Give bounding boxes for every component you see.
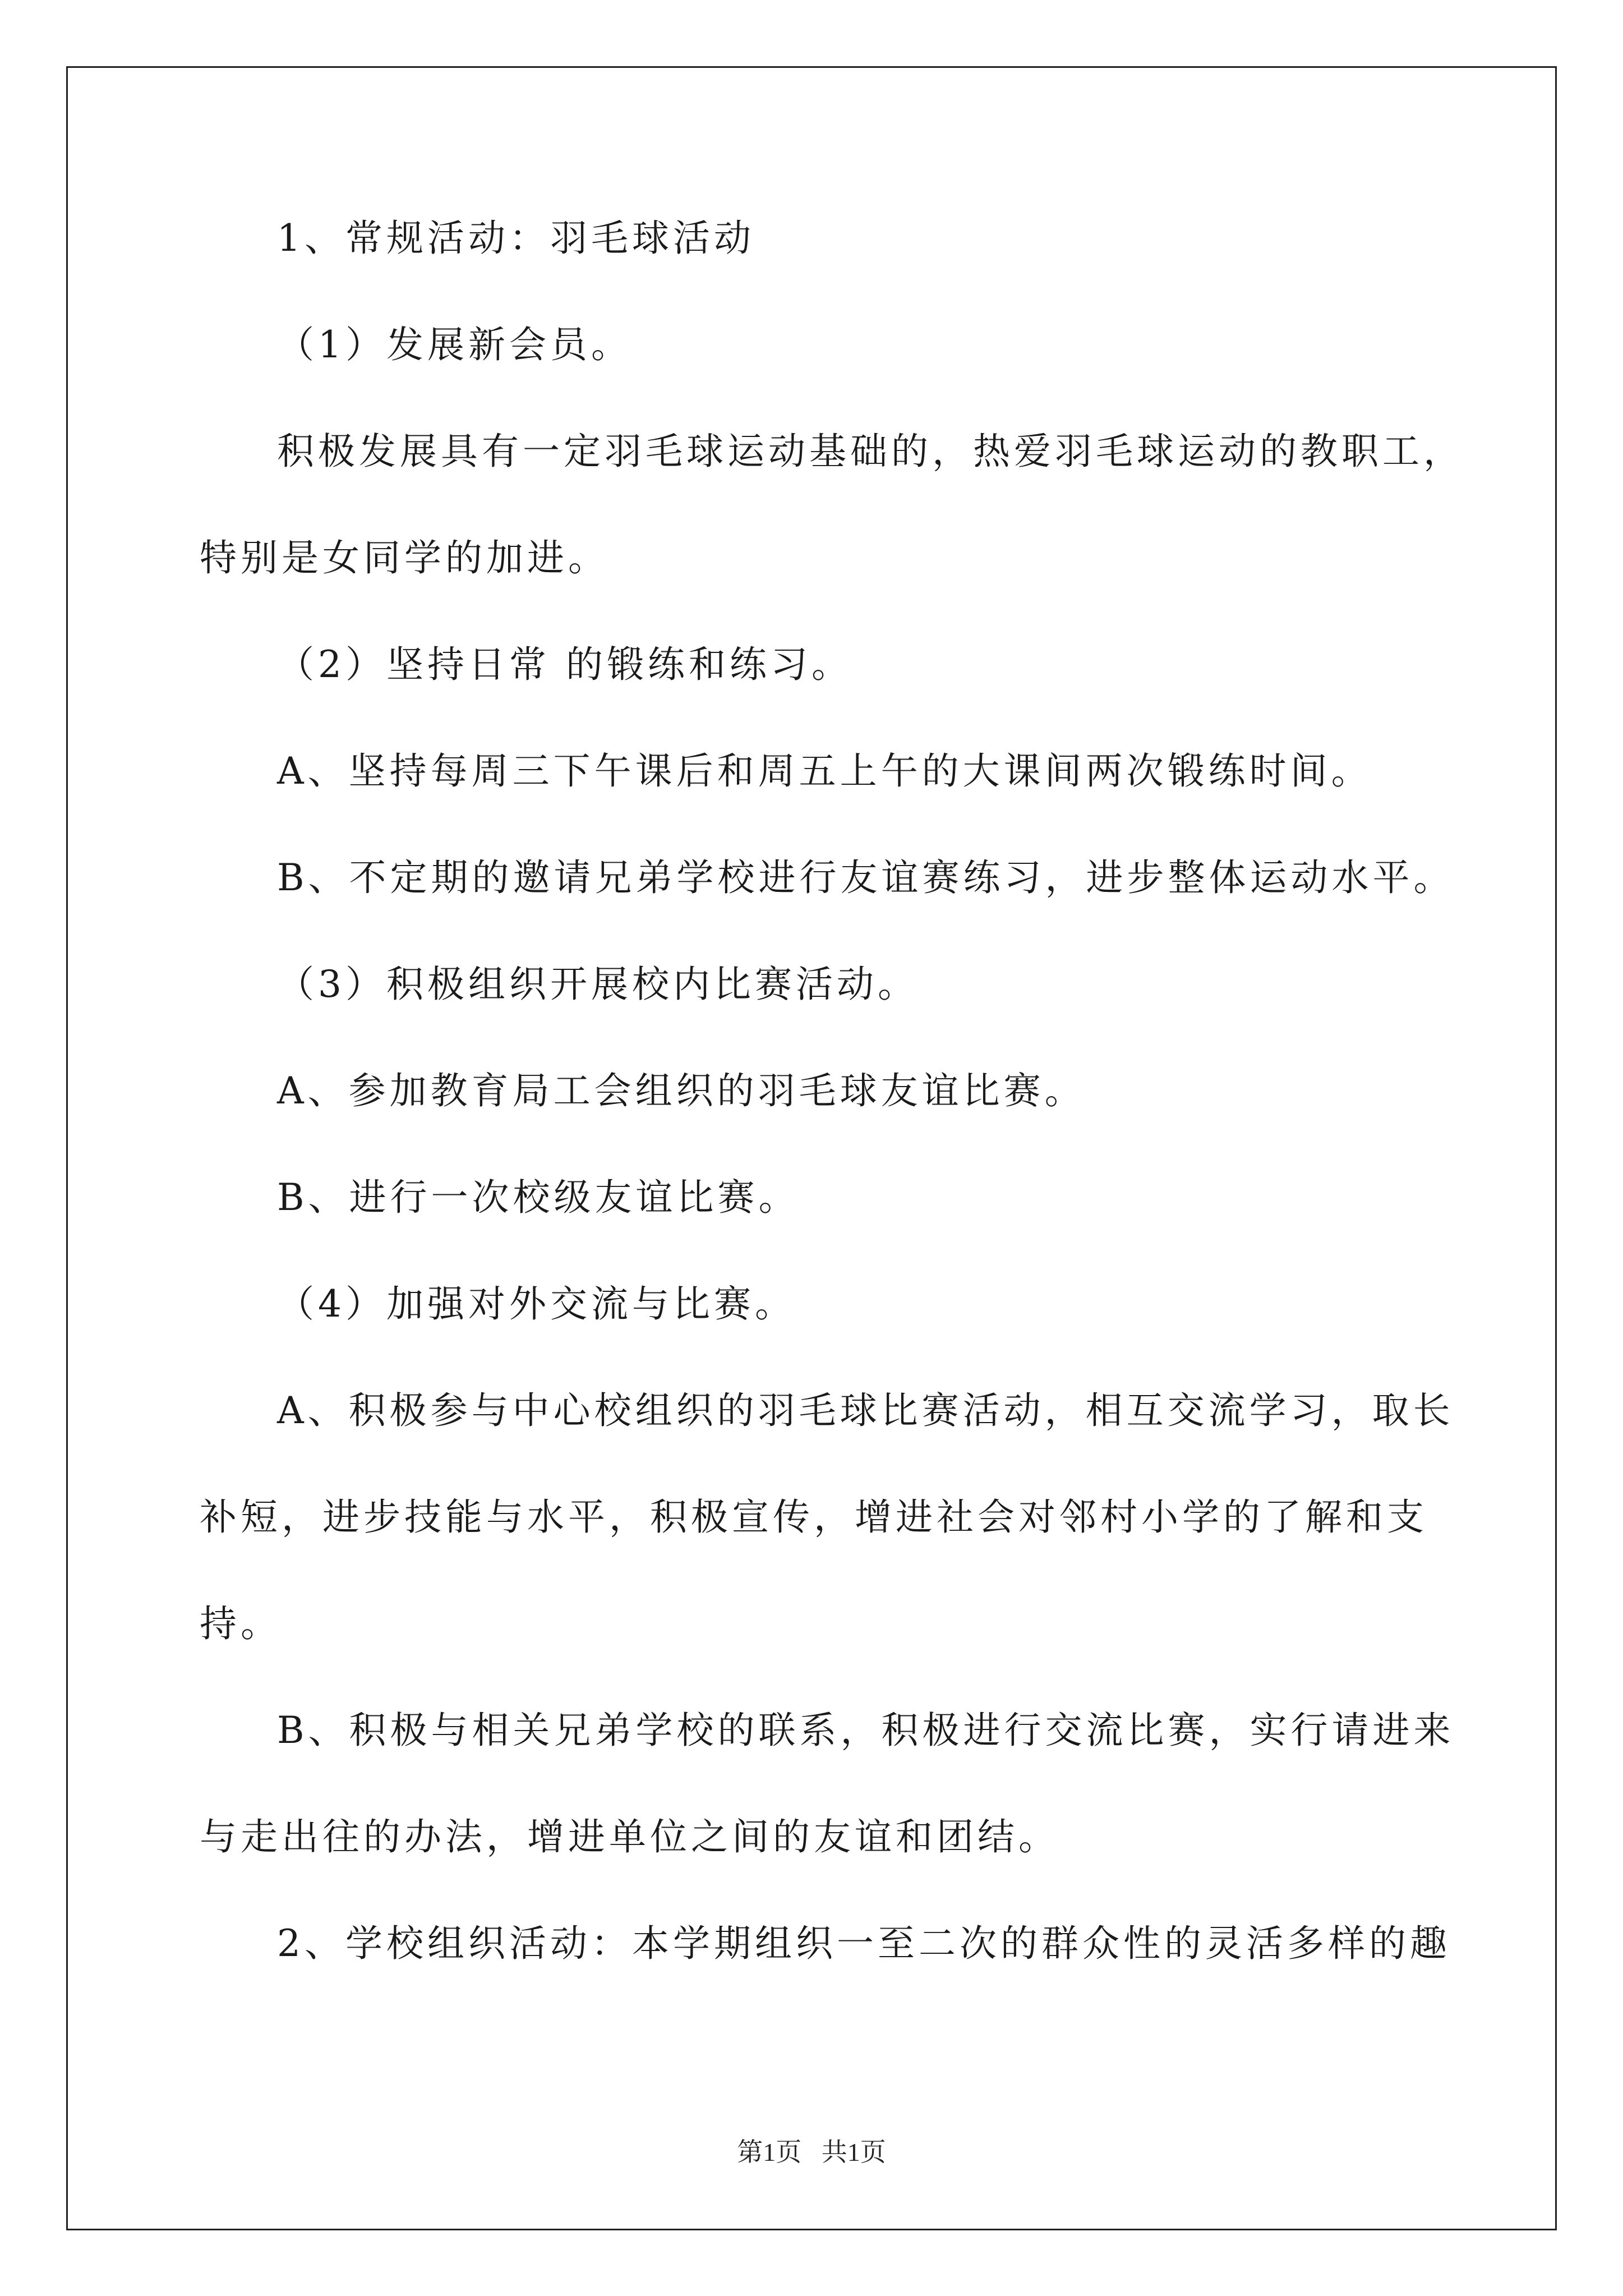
paragraph-3 bbox=[200, 398, 1467, 611]
text-line: A、积极参与中心校组织的羽毛球比赛活动，相互交流学习，取长 bbox=[277, 1389, 1454, 1432]
paragraph-8 bbox=[200, 1038, 1467, 1144]
text-line: B、进行一次校级友谊比赛。 bbox=[277, 1176, 800, 1219]
paragraph-1 bbox=[200, 185, 1467, 292]
text-line: B、积极与相关兄弟学校的联系，积极进行交流比赛，实行请进来 bbox=[277, 1709, 1455, 1752]
text-line: B、不定期的邀请兄弟学校进行友谊赛练习，进步整体运动水平。 bbox=[277, 856, 1455, 899]
page-number: 第1页 bbox=[737, 2138, 802, 2166]
text-line: 2、学校组织活动：本学期组织一至二次的群众性的灵活多样的趣 bbox=[277, 1922, 1451, 1965]
text-line: 持。 bbox=[200, 1602, 282, 1645]
text-line: 与走出往的办法，增进单位之间的友谊和团结。 bbox=[200, 1815, 1059, 1858]
text-line: A、参加教育局工会组织的羽毛球友谊比赛。 bbox=[277, 1069, 1086, 1112]
paragraph-4 bbox=[200, 611, 1467, 718]
paragraph-12 bbox=[200, 1677, 1467, 1890]
text-line: （4）加强对外交流与比赛。 bbox=[277, 1282, 796, 1326]
text-line: 积极发展具有一定羽毛球运动基础的，热爱羽毛球运动的教职工， bbox=[277, 430, 1464, 473]
paragraph-2 bbox=[200, 292, 1467, 398]
text-line: 1、常规活动：羽毛球活动 bbox=[277, 217, 755, 260]
page-footer bbox=[0, 2132, 1623, 2169]
paragraph-11 bbox=[200, 1358, 1467, 1677]
page-total: 共1页 bbox=[821, 2138, 886, 2166]
paragraph-9 bbox=[200, 1144, 1467, 1251]
text-line: （3）积极组织开展校内比赛活动。 bbox=[277, 963, 919, 1006]
text-line: 补短，进步技能与水平，积极宣传，增进社会对邻村小学的了解和支 bbox=[200, 1496, 1428, 1539]
document-body bbox=[200, 185, 1467, 1997]
paragraph-10 bbox=[200, 1251, 1467, 1358]
text-line: 特别是女同学的加进。 bbox=[200, 536, 609, 579]
paragraph-7 bbox=[200, 931, 1467, 1038]
paragraph-13 bbox=[200, 1890, 1467, 1997]
paragraph-5 bbox=[200, 718, 1467, 825]
paragraph-6 bbox=[200, 825, 1467, 931]
text-line: （1）发展新会员。 bbox=[277, 323, 632, 366]
text-line: A、坚持每周三下午课后和周五上午的大课间两次锻练时间。 bbox=[277, 749, 1372, 793]
text-line: （2）坚持日常 的锻练和练习。 bbox=[277, 643, 852, 686]
